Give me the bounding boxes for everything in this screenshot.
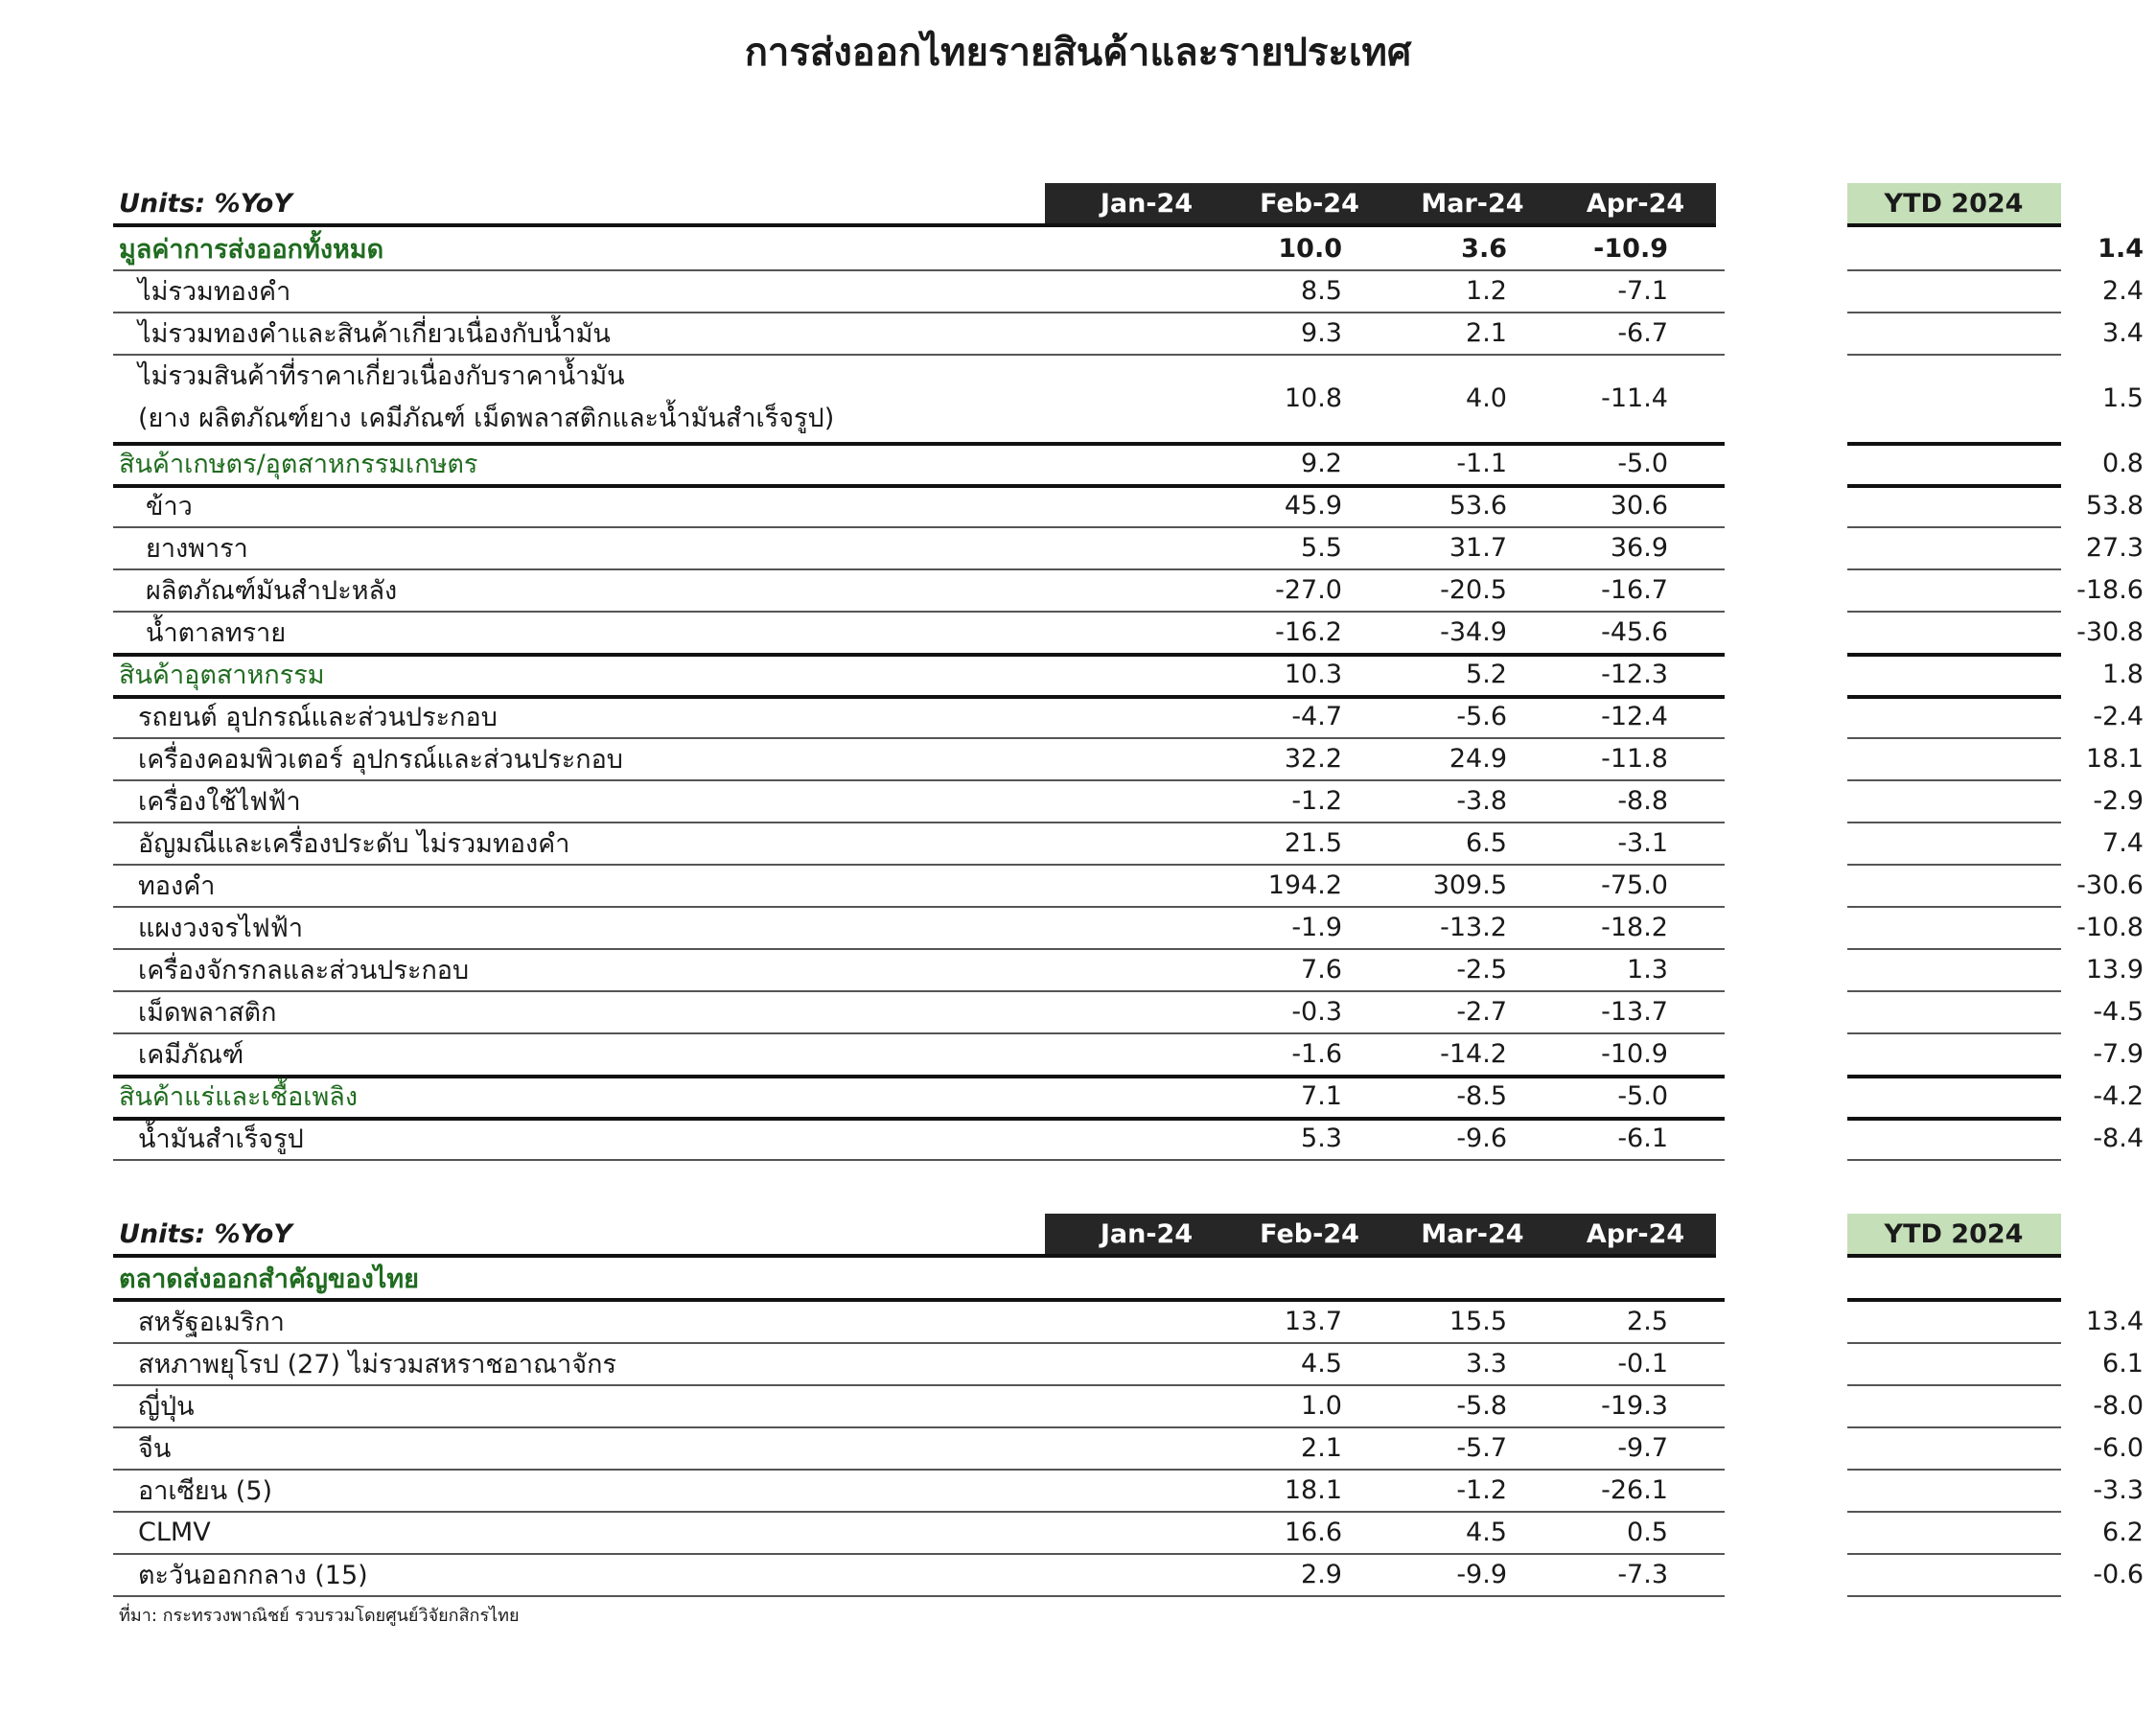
row-label: แผงวงจรไฟฟ้า	[138, 913, 304, 943]
ytd-value: -30.6	[2076, 869, 2144, 900]
value-cell: 5.3	[1301, 1123, 1342, 1153]
row-label-line2: (ยาง ผลิตภัณฑ์ยาง เคมีภัณฑ์ เม็ดพลาสติกและน้ำมันสำเร็จรูป)	[138, 404, 835, 433]
value-cell: 4.0	[1466, 382, 1507, 413]
ytd-value: 2.4	[2102, 275, 2144, 306]
row-label: ตะวันออกกลาง (15)	[138, 1560, 368, 1590]
ytd-value: 1.5	[2102, 382, 2144, 413]
value-cell: -5.0	[1617, 448, 1668, 478]
value-cell: -6.1	[1617, 1123, 1668, 1153]
value-cell: 1.2	[1466, 275, 1507, 306]
section-label: สินค้าเกษตร/อุตสาหกรรมเกษตร	[119, 449, 478, 479]
value-cell: 21.5	[1284, 827, 1342, 858]
column-header: Mar-24	[1421, 1218, 1524, 1249]
ytd-value: 27.3	[2085, 532, 2144, 563]
value-cell: -11.4	[1601, 382, 1668, 413]
value-cell: -5.0	[1617, 1080, 1668, 1111]
value-cell: 15.5	[1449, 1306, 1507, 1336]
value-cell: 45.9	[1284, 490, 1342, 521]
value-cell: -0.3	[1291, 996, 1342, 1027]
column-header: Feb-24	[1260, 1218, 1359, 1249]
month-header-bar	[1045, 1214, 1716, 1254]
column-header: Apr-24	[1586, 1218, 1685, 1249]
value-cell: -5.6	[1456, 701, 1507, 731]
value-cell: 24.9	[1449, 743, 1507, 774]
value-cell: 16.6	[1284, 1517, 1342, 1547]
units-label: Units: %YoY	[119, 188, 292, 219]
row-label: น้ำมันสำเร็จรูป	[138, 1124, 304, 1154]
ytd-value: -3.3	[2093, 1474, 2144, 1505]
ytd-value: -10.8	[2076, 912, 2144, 942]
value-cell: 36.9	[1610, 532, 1668, 563]
value-cell: 3.6	[1461, 233, 1507, 264]
ytd-value: 6.2	[2102, 1517, 2144, 1547]
row-label: CLMV	[138, 1517, 211, 1547]
row-label: ญี่ปุ่น	[138, 1391, 195, 1422]
value-cell: 1.3	[1627, 954, 1668, 985]
row-label: รถยนต์ อุปกรณ์และส่วนประกอบ	[138, 702, 498, 732]
ytd-header: YTD 2024	[1846, 1214, 2061, 1258]
section-label: สินค้าอุตสาหกรรม	[119, 660, 325, 690]
ytd-value: -8.4	[2093, 1123, 2144, 1153]
row-label: เครื่องคอมพิวเตอร์ อุปกรณ์และส่วนประกอบ	[138, 744, 623, 775]
value-cell: 2.1	[1466, 317, 1507, 348]
value-cell: 2.5	[1627, 1306, 1668, 1336]
value-cell: 13.7	[1284, 1306, 1342, 1336]
section-label: ตลาดส่งออกสำคัญของไทย	[119, 1263, 419, 1294]
value-cell: -1.6	[1291, 1038, 1342, 1069]
value-cell: 194.2	[1267, 869, 1342, 900]
value-cell: 18.1	[1284, 1474, 1342, 1505]
row-label: สหภาพยุโรป (27) ไม่รวมสหราชอาณาจักร	[138, 1349, 616, 1379]
row-label: จีน	[138, 1433, 172, 1464]
value-cell: 6.5	[1466, 827, 1507, 858]
row-label: สหรัฐอเมริกา	[138, 1307, 285, 1337]
value-cell: 9.3	[1301, 317, 1342, 348]
value-cell: -13.7	[1601, 996, 1668, 1027]
value-cell: -3.1	[1617, 827, 1668, 858]
value-cell: -1.9	[1291, 912, 1342, 942]
ytd-value: -4.5	[2093, 996, 2144, 1027]
value-cell: 3.3	[1466, 1348, 1507, 1379]
value-cell: -1.2	[1291, 785, 1342, 816]
row-label: ยางพารา	[146, 533, 248, 564]
month-header-bar	[1045, 183, 1716, 223]
value-cell: -34.9	[1440, 616, 1507, 647]
row-label: เครื่องจักรกลและส่วนประกอบ	[138, 955, 470, 985]
value-cell: 53.6	[1449, 490, 1507, 521]
value-cell: -27.0	[1275, 574, 1342, 605]
value-cell: 32.2	[1284, 743, 1342, 774]
value-cell: 0.5	[1627, 1517, 1668, 1547]
value-cell: 7.6	[1301, 954, 1342, 985]
row-label: เม็ดพลาสติก	[138, 997, 277, 1028]
value-cell: -12.3	[1601, 659, 1668, 689]
page-title: การส่งออกไทยรายสินค้าและรายประเทศ	[744, 31, 1412, 75]
value-cell: -5.7	[1456, 1432, 1507, 1463]
ytd-value: -6.0	[2093, 1432, 2144, 1463]
value-cell: -14.2	[1440, 1038, 1507, 1069]
value-cell: -7.3	[1617, 1559, 1668, 1589]
ytd-value: 1.4	[2098, 233, 2144, 264]
ytd-value: -2.9	[2093, 785, 2144, 816]
value-cell: -20.5	[1440, 574, 1507, 605]
value-cell: -2.5	[1456, 954, 1507, 985]
column-gap	[1725, 0, 1847, 1715]
ytd-value: -18.6	[2076, 574, 2144, 605]
value-cell: -10.9	[1593, 233, 1668, 264]
value-cell: 31.7	[1449, 532, 1507, 563]
row-label: เคมีภัณฑ์	[138, 1039, 244, 1070]
section-label: สินค้าแร่และเชื้อเพลิง	[119, 1081, 359, 1112]
row-label: ไม่รวมทองคำ	[138, 276, 291, 307]
row-label: ทองคำ	[138, 870, 216, 901]
units-label: Units: %YoY	[119, 1218, 292, 1249]
row-label: ผลิตภัณฑ์มันสำปะหลัง	[146, 575, 398, 606]
value-cell: -18.2	[1601, 912, 1668, 942]
value-cell: -75.0	[1601, 869, 1668, 900]
ytd-value: -8.0	[2093, 1390, 2144, 1421]
ytd-value: 13.9	[2085, 954, 2144, 985]
value-cell: -9.9	[1456, 1559, 1507, 1589]
value-cell: 7.1	[1301, 1080, 1342, 1111]
value-cell: 30.6	[1610, 490, 1668, 521]
ytd-value: 53.8	[2085, 490, 2144, 521]
row-label: อัญมณีและเครื่องประดับ ไม่รวมทองคำ	[138, 828, 570, 859]
column-header: Jan-24	[1100, 188, 1194, 219]
row-label: ข้าว	[146, 491, 193, 521]
value-cell: -10.9	[1601, 1038, 1668, 1069]
row-label: อาเซียน (5)	[138, 1475, 273, 1506]
source-note: ที่มา: กระทรวงพาณิชย์ รวบรวมโดยศูนย์วิจัยกสิกรไทย	[119, 1606, 520, 1626]
ytd-value: -30.8	[2076, 616, 2144, 647]
ytd-value: 0.8	[2102, 448, 2144, 478]
value-cell: -12.4	[1601, 701, 1668, 731]
value-cell: -6.7	[1617, 317, 1668, 348]
ytd-value: 6.1	[2102, 1348, 2144, 1379]
row-label: ไม่รวมทองคำและสินค้าเกี่ยวเนื่องกับน้ำมัน	[138, 318, 611, 349]
value-cell: -16.2	[1275, 616, 1342, 647]
value-cell: -8.5	[1456, 1080, 1507, 1111]
value-cell: -19.3	[1601, 1390, 1668, 1421]
value-cell: -5.8	[1456, 1390, 1507, 1421]
value-cell: 10.3	[1284, 659, 1342, 689]
column-header: Mar-24	[1421, 188, 1524, 219]
value-cell: 5.5	[1301, 532, 1342, 563]
value-cell: 2.1	[1301, 1432, 1342, 1463]
ytd-value: 1.8	[2102, 659, 2144, 689]
value-cell: -13.2	[1440, 912, 1507, 942]
row-label	[138, 354, 834, 442]
value-cell: -0.1	[1617, 1348, 1668, 1379]
row-label: เครื่องใช้ไฟฟ้า	[138, 786, 301, 817]
value-cell: -3.8	[1456, 785, 1507, 816]
value-cell: 2.9	[1301, 1559, 1342, 1589]
column-header: Jan-24	[1100, 1218, 1194, 1249]
ytd-value: 3.4	[2102, 317, 2144, 348]
value-cell: -16.7	[1601, 574, 1668, 605]
value-cell: 4.5	[1466, 1517, 1507, 1547]
value-cell: -45.6	[1601, 616, 1668, 647]
value-cell: -8.8	[1617, 785, 1668, 816]
value-cell: -2.7	[1456, 996, 1507, 1027]
ytd-value: -7.9	[2093, 1038, 2144, 1069]
value-cell: 10.0	[1278, 233, 1342, 264]
column-header: Apr-24	[1586, 188, 1685, 219]
value-cell: -1.1	[1456, 448, 1507, 478]
ytd-value: -2.4	[2093, 701, 2144, 731]
ytd-header: YTD 2024	[1846, 183, 2061, 227]
ytd-value: -0.6	[2093, 1559, 2144, 1589]
row-label: น้ำตาลทราย	[146, 617, 287, 648]
header-rule	[113, 223, 1716, 227]
value-cell: -11.8	[1601, 743, 1668, 774]
value-cell: -26.1	[1601, 1474, 1668, 1505]
ytd-value: -4.2	[2093, 1080, 2144, 1111]
ytd-value: 13.4	[2085, 1306, 2144, 1336]
ytd-value: 18.1	[2085, 743, 2144, 774]
column-header: Feb-24	[1260, 188, 1359, 219]
section-label: มูลค่าการส่งออกทั้งหมด	[119, 234, 384, 265]
row-label-line1: ไม่รวมสินค้าที่ราคาเกี่ยวเนื่องกับราคาน้ำมัน	[138, 361, 625, 391]
value-cell: 4.5	[1301, 1348, 1342, 1379]
value-cell: 10.8	[1284, 382, 1342, 413]
ytd-value: 7.4	[2102, 827, 2144, 858]
value-cell: -9.7	[1617, 1432, 1668, 1463]
value-cell: -4.7	[1291, 701, 1342, 731]
value-cell: -1.2	[1456, 1474, 1507, 1505]
value-cell: 8.5	[1301, 275, 1342, 306]
value-cell: 5.2	[1466, 659, 1507, 689]
value-cell: -9.6	[1456, 1123, 1507, 1153]
value-cell: 1.0	[1301, 1390, 1342, 1421]
value-cell: 309.5	[1432, 869, 1507, 900]
value-cell: 9.2	[1301, 448, 1342, 478]
value-cell: -7.1	[1617, 275, 1668, 306]
